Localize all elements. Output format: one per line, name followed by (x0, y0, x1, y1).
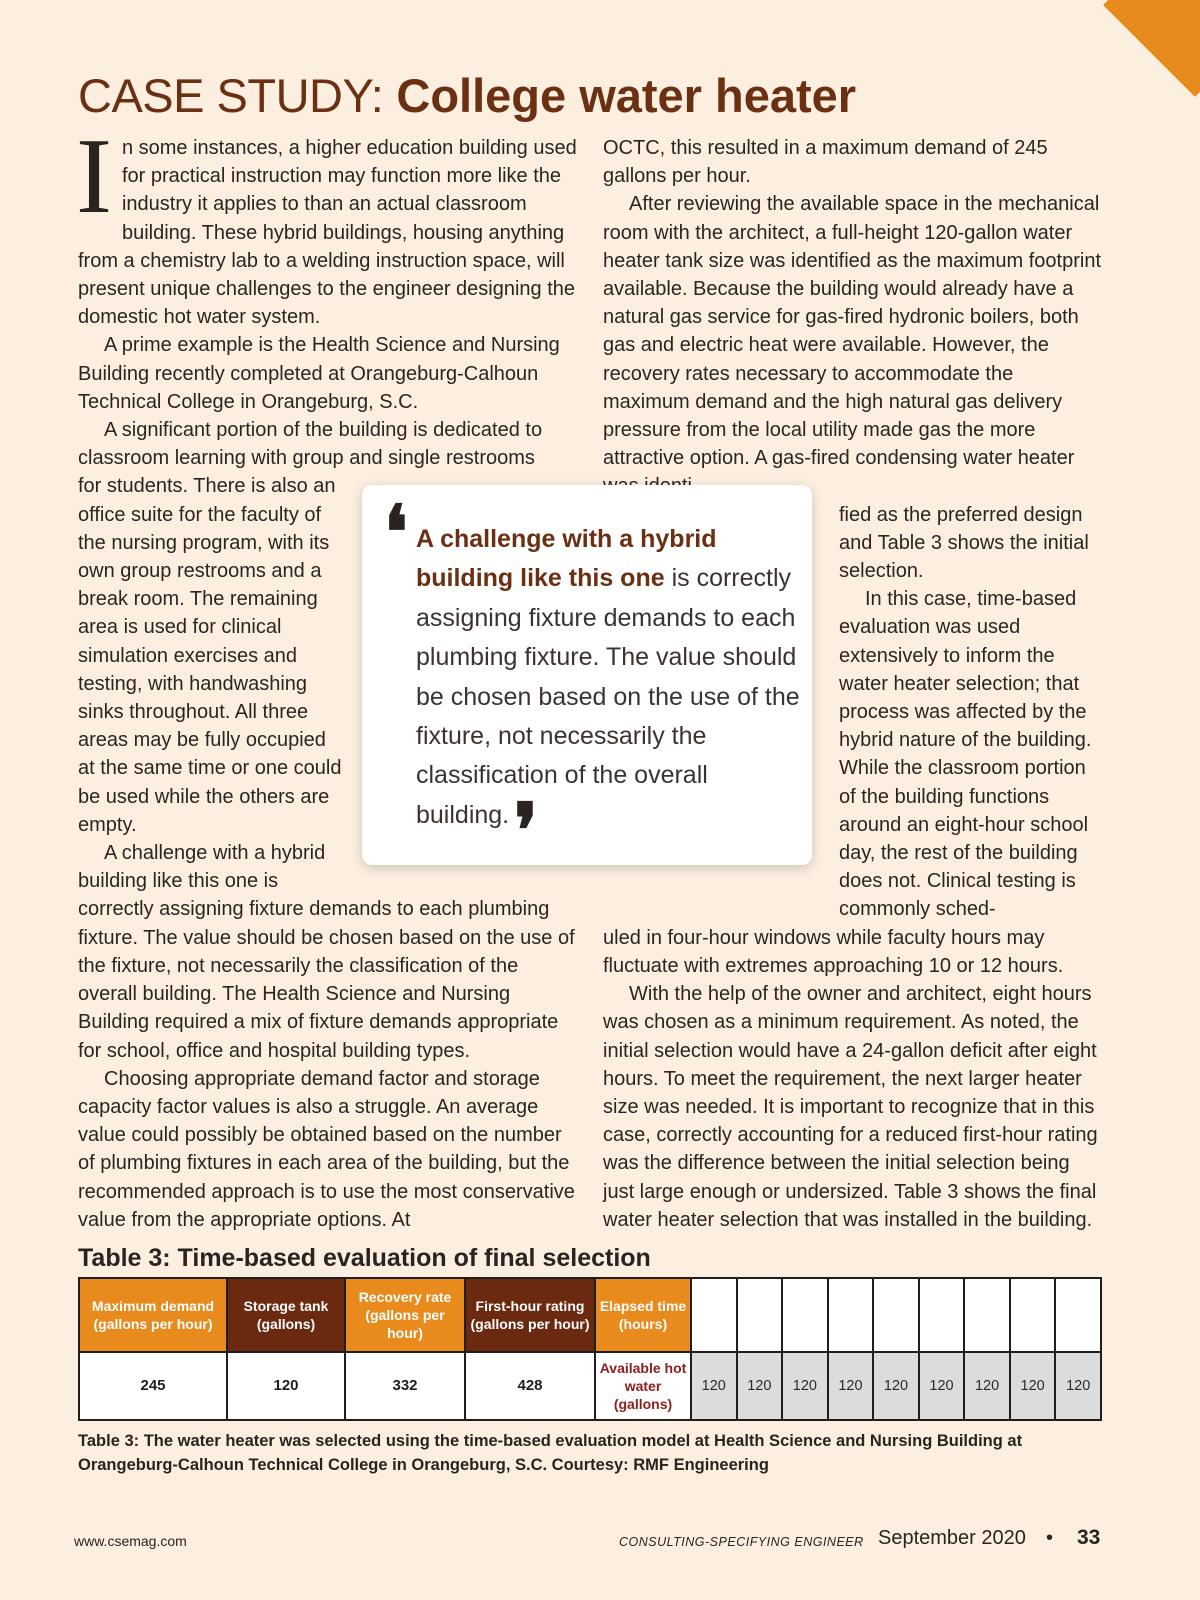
header-hour: 0 (691, 1278, 737, 1352)
table-row (79, 1352, 1101, 1420)
cell-available: 120 (919, 1352, 965, 1420)
cell-available-label: Available hot water (gallons) (595, 1352, 691, 1420)
paragraph: uled in four-hour windows while faculty hours may fluctuate with extremes approaching 10 or 12 hours. (603, 926, 1064, 977)
cell-max-demand: 245 (79, 1352, 227, 1420)
header-first-hour: First-hour rating (gallons per hour) (465, 1278, 595, 1352)
header-max-demand: Maximum demand (gallons per hour) (79, 1278, 227, 1352)
cell-available: 120 (828, 1352, 874, 1420)
cell-available: 120 (737, 1352, 783, 1420)
header-storage-tank: Storage tank (gallons) (227, 1278, 345, 1352)
footer-url-link[interactable]: www.csemag.com (74, 1533, 187, 1549)
pull-quote (362, 485, 812, 873)
pull-quote-rest: is correctly assigning fixture demands to each plumbing fixture. The value should be chosen based on the use of the fixture, not necessarily the classification of the overall building. (416, 564, 800, 829)
cell-available: 120 (782, 1352, 828, 1420)
drop-cap: I (76, 117, 112, 236)
title-main: College water heater (396, 69, 857, 122)
header-hour: 2 (782, 1278, 828, 1352)
page-title (78, 66, 856, 126)
table-header-row (79, 1278, 1101, 1352)
close-quote-icon: ❜ (514, 791, 538, 873)
paragraph: A challenge with a hybrid building like this one is (78, 842, 326, 893)
paragraph: With the help of the owner and architect, eight hours was chosen as a minimum requirement. As noted, the initial selection would have a 24-gallon deficit after eight hours. To meet the requirement, the next larger heater size was needed. It is important to recognize that in this case, correctly accounting for a reduced first-hour rating was the difference between the initial selection being just large enough or undersized. Table 3 shows the final water heater selection that was installed in the building. (603, 983, 1098, 1231)
cell-storage-tank: 120 (227, 1352, 345, 1420)
wrap-around-text (78, 472, 343, 895)
paragraph: fied as the preferred design and Table 3 shows the initial selection. (839, 503, 1089, 583)
corner-accent (1103, 0, 1200, 97)
header-hour: 4 (873, 1278, 919, 1352)
footer-magazine-name: CONSULTING-SPECIFYING ENGINEER (619, 1535, 864, 1549)
cell-available: 120 (1010, 1352, 1056, 1420)
paragraph: A prime example is the Health Science and Nursing Building recently completed at Orangeburg-Calhoun Technical College in Orangeburg, S.C. (78, 334, 560, 413)
cell-first-hour: 428 (465, 1352, 595, 1420)
footer-bullet-icon: • (1046, 1527, 1054, 1549)
header-hour: 6 (964, 1278, 1010, 1352)
paragraph: A significant portion of the building is dedicated to classroom learning with group and single restrooms (78, 419, 543, 470)
pull-quote-bold: A challenge with a hybrid building like this one (416, 525, 717, 593)
header-recovery-rate: Recovery rate (gallons per hour) (345, 1278, 465, 1352)
paragraph: OCTC, this resulted in a maximum demand of 245 gallons per hour. (603, 137, 1048, 188)
paragraph: Choosing appropriate demand factor and storage capacity factor values is also a struggle. An average value could possibly be obtained based on the number of plumbing fixtures in each area of the building, but the recommended approach is to use the most conservative value from the appropriate options. At (78, 1067, 575, 1231)
evaluation-table (78, 1277, 1102, 1421)
footer-date: September 2020 (878, 1527, 1026, 1549)
intro-text: n some instances, a higher education building used for practical instruction may function more like the industry it applies to than an actual classroom building. These hybrid buildings, housing anything from a chemistry lab to a welding instruction space, will present unique challenges to the engineer designing the domestic hot water system. (78, 137, 577, 329)
pull-quote-text (416, 520, 801, 835)
cell-available: 120 (1055, 1352, 1101, 1420)
paragraph: In this case, time-based evaluation was used extensively to inform the water heater selection; that process was affected by the hybrid nature of the building. While the classroom portion of the building functions around an eight-hour school day, the rest of the building does not. Clinical testing is commonly sched- (839, 588, 1092, 921)
cell-available: 120 (964, 1352, 1010, 1420)
paragraph: for students. There is also an office suite for the faculty of the nursing program, with its own group restrooms and a break room. The remaining area is used for clinical simulation exercises and testing, with handwashing sinks throughout. All three areas may be fully occupied at the same time or one could be used while the others are empty. (78, 475, 342, 836)
paragraph-intro (76, 117, 578, 331)
cell-available: 120 (873, 1352, 919, 1420)
header-hour: 8 (1055, 1278, 1101, 1352)
page-number: 33 (1077, 1526, 1101, 1549)
cell-available: 120 (691, 1352, 737, 1420)
paragraph: correctly assigning fixture demands to each plumbing fixture. The value should be chosen based on the use of the fixture, not necessarily the classification of the overall building. The Health Science and Nursing Building required a mix of fixture demands appropriate for school, office and hospital building types. (78, 898, 575, 1062)
open-quote-icon: ❛ (384, 493, 408, 575)
table-caption: Table 3: The water heater was selected using the time-based evaluation model at Health Science and Nursing Building at Orangeburg-Calhoun Technical College in Orangeburg, S.C. Courtesy: RMF Engineering (78, 1432, 1023, 1474)
header-hour: 3 (828, 1278, 874, 1352)
paragraph: After reviewing the available space in the mechanical room with the architect, a full-height 120-gallon water heater tank size was identified as the maximum footprint available. Because the building would already have a natural gas service for gas-fired hydronic boilers, both gas and electric heat were available. However, the recovery rates necessary to accommodate the maximum demand and the high natural gas delivery pressure from the local utility made gas the more attractive option. A gas-fired condensing water heater (603, 193, 1102, 470)
header-hour: 7 (1010, 1278, 1056, 1352)
header-hour: 1 (737, 1278, 783, 1352)
title-prefix: CASE STUDY: (78, 69, 384, 122)
header-hour: 5 (919, 1278, 965, 1352)
table-title: Table 3: Time-based evaluation of final selection (78, 1244, 651, 1272)
wrap-around-text (839, 501, 1103, 924)
header-elapsed-time: Elapsed time (hours) (595, 1278, 691, 1352)
cell-recovery-rate: 332 (345, 1352, 465, 1420)
